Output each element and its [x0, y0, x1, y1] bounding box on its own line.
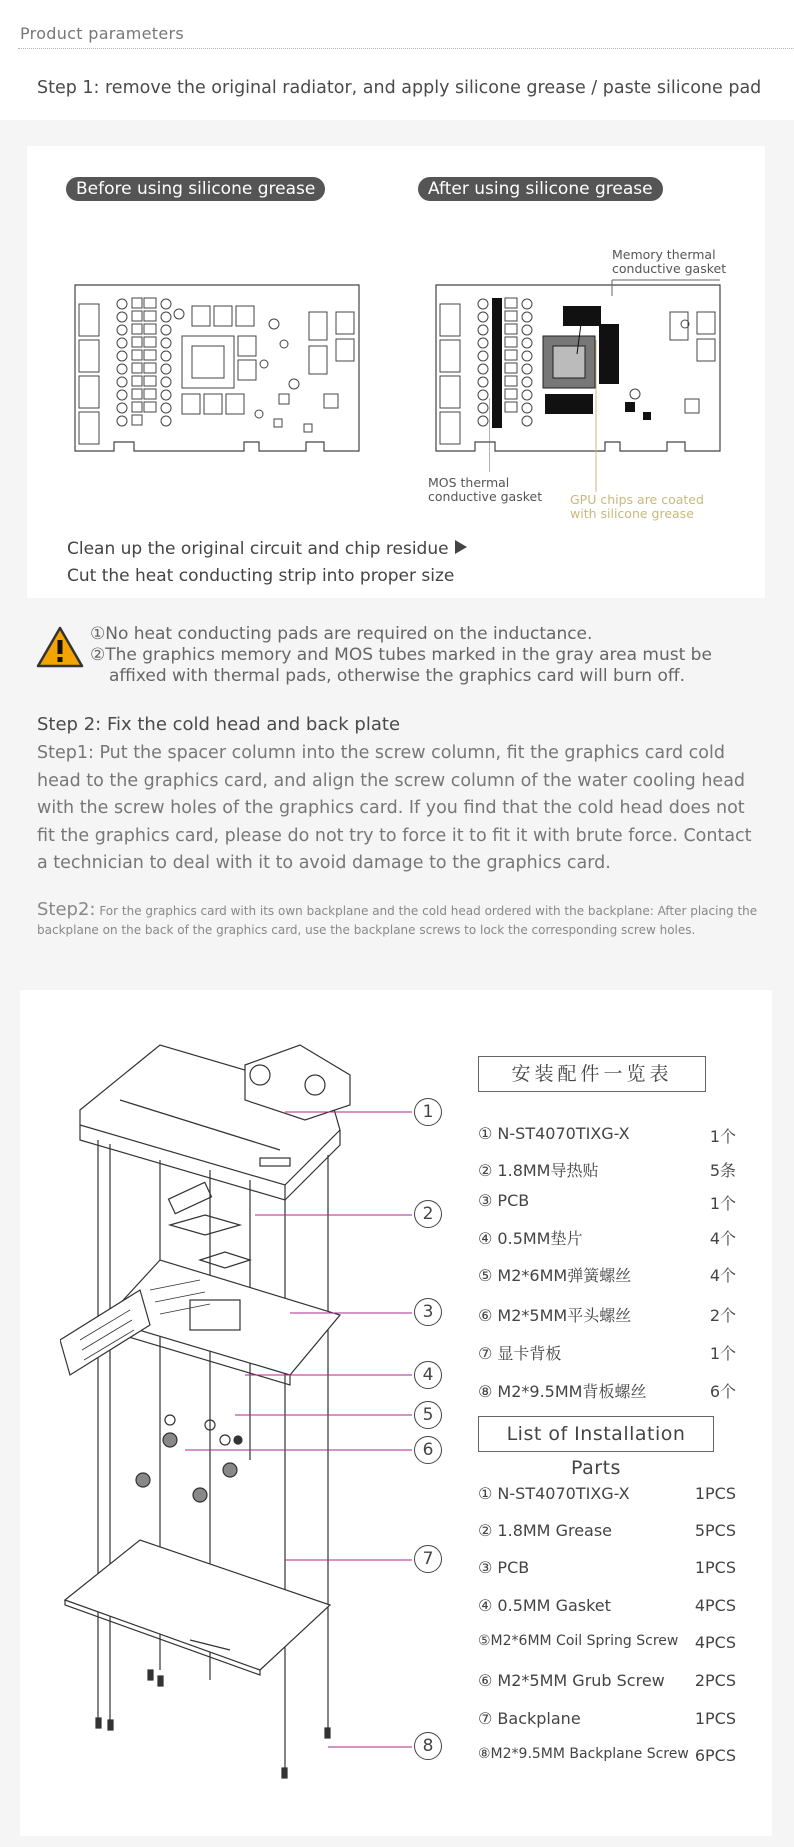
parts-cn-item-qty: 1个 [709, 1127, 736, 1146]
mos-gasket-label: MOS thermal conductive gasket [428, 475, 543, 504]
parts-cn-item-qty: 1个 [709, 1344, 736, 1363]
parts-cn-item-name: ⑥ M2*5MM平头螺丝 [478, 1306, 632, 1325]
parts-en-item-qty: 1PCS [694, 1484, 736, 1503]
callout-2: 2 [414, 1200, 442, 1228]
note-cut: Cut the heat conducting strip into proper size [67, 566, 455, 586]
warning-line-1: ①No heat conducting pads are required on the inductance. [90, 624, 593, 644]
parts-cn-item-name: ⑤ M2*6MM弹簧螺丝 [478, 1266, 632, 1285]
parts-cn-item-name: ⑦ 显卡背板 [478, 1344, 562, 1363]
pill-after: After using silicone grease [418, 177, 663, 201]
parts-en-item-name: ③ PCB [478, 1558, 530, 1577]
parts-en-item-qty: 4PCS [694, 1596, 736, 1615]
section-header: Product parameters [20, 24, 185, 43]
callout-1: 1 [414, 1098, 442, 1126]
callout-8: 8 [414, 1732, 442, 1760]
parts-cn-item-qty: 1个 [709, 1194, 736, 1213]
parts-en-item-name: ① N-ST4070TIXG-X [478, 1484, 630, 1503]
callout-4: 4 [414, 1361, 442, 1389]
parts-cn-item-name: ④ 0.5MM垫片 [478, 1229, 583, 1248]
play-arrow-icon [454, 539, 468, 555]
mos-annotation-line [430, 398, 490, 478]
warning-line-2: ②The graphics memory and MOS tubes marked in the gray area must be [90, 645, 712, 665]
parts-en-item-name: ② 1.8MM Grease [478, 1521, 613, 1540]
note-clean: Clean up the original circuit and chip residue [67, 539, 468, 559]
step2-paragraph: Step1: Put the spacer column into the screw column, fit the graphics card cold head to the graphics card, and align the screw column of the water cooling head with the screw holes of the graphics card. If you find that the cold head does not fit the graphics card, please do not try to force it to fit it with brute force. Contact a technician to deal with it to avoid damage to the graphics card. [37, 743, 752, 873]
callout-3: 3 [414, 1298, 442, 1326]
parts-en-item-name: ⑤M2*6MM Coil Spring Screw [478, 1633, 679, 1649]
parts-cn-item-qty: 4个 [709, 1266, 736, 1285]
callout-6: 6 [414, 1436, 442, 1464]
memory-gasket-label: Memory thermal conductive gasket [612, 247, 727, 276]
parts-en-item-name: ⑥ M2*5MM Grub Screw [478, 1671, 665, 1690]
step1-title: Step 1: remove the original radiator, and apply silicone grease / paste silicone pad [37, 78, 762, 98]
pill-before: Before using silicone grease [66, 177, 325, 201]
parts-cn-item-qty: 5条 [709, 1161, 736, 1180]
parts-cn-item-qty: 4个 [709, 1229, 736, 1248]
parts-en-item-name: ⑦ Backplane [478, 1709, 581, 1728]
header-divider [18, 48, 794, 49]
exploded-view-illustration [60, 1040, 460, 1780]
parts-en-item-qty: 1PCS [694, 1558, 736, 1577]
step2-title: Step 2: Fix the cold head and back plate [37, 714, 401, 735]
annotation-lines [560, 260, 720, 500]
parts-en-item-qty: 5PCS [694, 1521, 736, 1540]
warning-triangle-icon [36, 626, 84, 668]
parts-en-item-name: ⑧M2*9.5MM Backplane Screw [478, 1746, 689, 1762]
pcb-before-illustration [74, 284, 362, 454]
parts-en-item-qty: 2PCS [694, 1671, 736, 1690]
parts-cn-item-name: ⑧ M2*9.5MM背板螺丝 [478, 1382, 647, 1401]
step2-backplane-text: Step2: For the graphics card with its own backplane and the cold head ordered with the backplane: After placing the backplane on the back of the graphics card, use the backplane screws to lock the corresponding screw holes. [37, 899, 758, 937]
parts-cn-item-qty: 6个 [709, 1382, 736, 1401]
parts-en-item-qty: 6PCS [694, 1746, 736, 1765]
parts-en-item-qty: 4PCS [694, 1633, 736, 1652]
parts-en-item-name: ④ 0.5MM Gasket [478, 1596, 611, 1615]
warning-line-3: affixed with thermal pads, otherwise the graphics card will burn off. [109, 666, 685, 686]
parts-cn-item-qty: 2个 [709, 1306, 736, 1325]
parts-cn-item-name: ② 1.8MM导热贴 [478, 1161, 599, 1180]
callout-5: 5 [414, 1401, 442, 1429]
callout-7: 7 [414, 1545, 442, 1573]
gpu-grease-label: GPU chips are coated with silicone grease [570, 492, 704, 521]
parts-en-item-qty: 1PCS [694, 1709, 736, 1728]
parts-list-en-title: List of Installation Parts [478, 1416, 714, 1452]
parts-cn-item-name: ① N-ST4070TIXG-X [478, 1124, 630, 1143]
parts-list-cn-title: 安装配件一览表 [478, 1056, 706, 1092]
parts-cn-item-name: ③ PCB [478, 1191, 530, 1210]
